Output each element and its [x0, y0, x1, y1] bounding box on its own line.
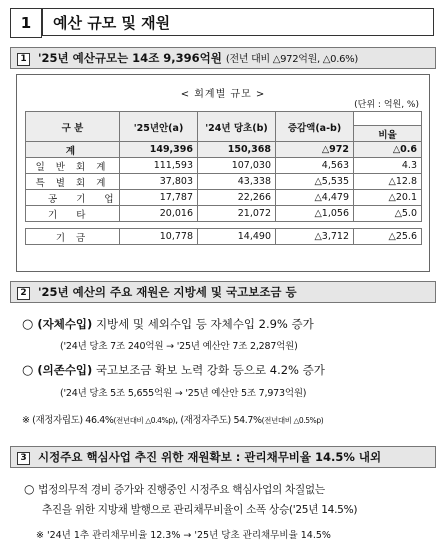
fiscal-independence-note: [22, 412, 323, 426]
section-2-number: 2: [17, 287, 30, 300]
row-name: 기 금: [26, 229, 120, 245]
row-ratio: △20.1: [354, 190, 422, 206]
table-unit: (단위 : 억원, %): [354, 100, 419, 110]
section-3-title: 시정주요 핵심사업 추진 위한 재원확보 : 관리채무비율 14.5% 내외: [38, 450, 382, 464]
table-row: [26, 174, 422, 190]
section-3-number: 3: [17, 452, 30, 465]
row-change: △3,712: [276, 229, 354, 245]
header-title: 예산 규모 및 재원: [42, 8, 434, 36]
self-revenue-paragraph: [22, 316, 432, 332]
section-1-title-detail: (전년 대비 △972억원, △0.6%): [225, 54, 358, 65]
dependent-revenue-label: (의존수입): [37, 363, 93, 377]
header-change: 증감액(a-b): [276, 112, 354, 142]
self-revenue-text: 지방세 및 세외수입 등 자체수입 2.9% 증가: [92, 317, 314, 331]
section-2-title: '25년 예산의 주요 재원은 지방세 및 국고보조금 등: [38, 285, 297, 299]
section-3-bar: [10, 446, 436, 468]
row-change: △5,535: [276, 174, 354, 190]
row-budget-24: 150,368: [198, 142, 276, 158]
dependent-revenue-paragraph: [22, 362, 432, 378]
row-name: 공 기 업: [26, 190, 120, 206]
section-1-number: 1: [17, 53, 30, 66]
row-ratio: 4.3: [354, 158, 422, 174]
row-budget-25: 17,787: [120, 190, 198, 206]
table-row: [26, 142, 422, 158]
row-name: 일 반 회 계: [26, 158, 120, 174]
budget-table: [25, 111, 422, 245]
bullet-circle: ○: [22, 317, 34, 332]
row-ratio: △5.0: [354, 206, 422, 222]
row-ratio: △12.8: [354, 174, 422, 190]
debt-text-line-1: 법정의무적 경비 증가와 진행중인 시정주요 핵심사업의 차질없는: [38, 484, 325, 496]
debt-paragraph-line-1: [24, 482, 325, 497]
table-row: [26, 190, 422, 206]
row-budget-24: 107,030: [198, 158, 276, 174]
section-2-bar: [10, 281, 436, 303]
table-caption: < 회계별 규모 >: [180, 89, 266, 100]
self-revenue-label: (자체수입): [37, 317, 93, 331]
dependent-revenue-text: 국고보조금 확보 노력 강화 등으로 4.2% 증가: [92, 363, 325, 377]
row-budget-25: 111,593: [120, 158, 198, 174]
bullet-circle: ○: [22, 363, 34, 378]
row-change: 4,563: [276, 158, 354, 174]
section-header: [10, 8, 436, 38]
self-revenue-detail: ('24년 당초 7조 240억원 → '25년 예산안 7조 2,287억원): [60, 341, 298, 352]
row-ratio: △25.6: [354, 229, 422, 245]
row-budget-24: 43,338: [198, 174, 276, 190]
row-name: 기 타: [26, 206, 120, 222]
fiscal-note-self-change: (전년대비 △0.4%p): [113, 416, 176, 425]
table-row: [26, 158, 422, 174]
header-category: 구 분: [26, 112, 120, 142]
row-budget-25: 37,803: [120, 174, 198, 190]
fiscal-note-prefix: ※ (재정자립도) 46.4%: [22, 415, 114, 426]
section-1-title: '25년 예산규모는 14조 9,396억원: [38, 51, 222, 65]
debt-text-line-2: 추진을 위한 지방채 발행으로 관리채무비율이 소폭 상승('25년 14.5%): [42, 504, 358, 516]
row-change: △972: [276, 142, 354, 158]
fiscal-note-mid: , (재정자주도) 54.7%: [175, 415, 262, 426]
table-row-fund: [26, 229, 422, 245]
row-change: △4,479: [276, 190, 354, 206]
section-1-bar: [10, 47, 436, 69]
fiscal-note-auto-change: (전년대비 △0.5%p): [261, 416, 324, 425]
row-budget-24: 21,072: [198, 206, 276, 222]
header-ratio-blank: [354, 112, 422, 126]
bullet-circle: ○: [24, 482, 35, 496]
row-ratio: △0.6: [354, 142, 422, 158]
row-name: 특 별 회 계: [26, 174, 120, 190]
row-budget-25: 10,778: [120, 229, 198, 245]
row-name: 계: [26, 142, 120, 158]
row-change: △1,056: [276, 206, 354, 222]
budget-table-box: [16, 74, 430, 272]
table-spacer: [26, 222, 422, 229]
row-budget-25: 149,396: [120, 142, 198, 158]
table-header-row: [26, 112, 422, 126]
debt-note: ※ '24년 1추 관리채무비율 12.3% → '25년 당초 관리채무비율 14.5%: [36, 530, 331, 541]
header-budget-25: '25년안(a): [120, 112, 198, 142]
header-budget-24: '24년 당초(b): [198, 112, 276, 142]
header-number: 1: [10, 8, 42, 38]
table-row: [26, 206, 422, 222]
dependent-revenue-detail: ('24년 당초 5조 5,655억원 → '25년 예산안 5조 7,973억원): [60, 388, 307, 399]
header-ratio: 비율: [354, 126, 422, 142]
row-budget-24: 14,490: [198, 229, 276, 245]
row-budget-25: 20,016: [120, 206, 198, 222]
row-budget-24: 22,266: [198, 190, 276, 206]
